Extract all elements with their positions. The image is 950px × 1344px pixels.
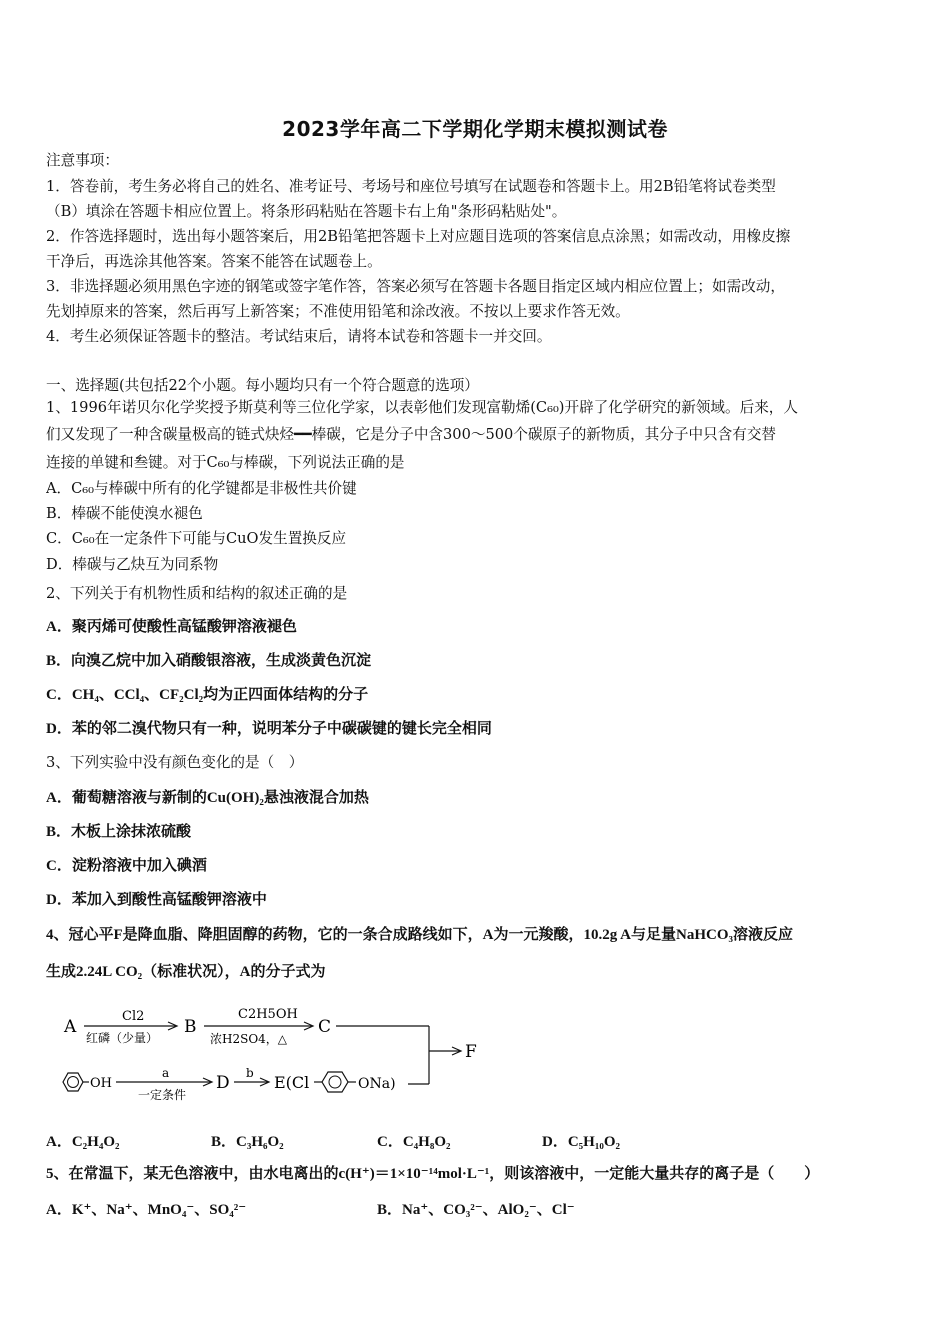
notice-line: 干净后，再选涂其他答案。答案不能答在试题卷上。 bbox=[46, 253, 382, 270]
compound-c: C bbox=[318, 1017, 332, 1037]
q1-option-a: A．C₆₀与棒碳中所有的化学键都是非极性共价键 bbox=[46, 480, 357, 497]
q5-option-b: B．Na⁺、CO₃²⁻、AlO₂⁻、Cl⁻ bbox=[377, 1202, 575, 1218]
benzene-ring-icon bbox=[322, 1072, 348, 1092]
notice-line: 先划掉原来的答案，然后再写上新答案；不准使用铅笔和涂改液。不按以上要求作答无效。 bbox=[46, 303, 630, 320]
q2-option-a: A．聚丙烯可使酸性高锰酸钾溶液褪色 bbox=[46, 619, 297, 635]
q4-stem-line: 生成2.24L CO₂（标准状况），A的分子式为 bbox=[46, 964, 326, 980]
q3-stem: 3、下列实验中没有颜色变化的是（ ） bbox=[46, 754, 304, 771]
notice-heading: 注意事项： bbox=[46, 152, 119, 169]
q1-option-c: C．C₆₀在一定条件下可能与CuO发生置换反应 bbox=[46, 530, 347, 547]
reagent-cl2: Cl2 bbox=[122, 1009, 145, 1024]
reagent-conditions: 一定条件 bbox=[138, 1088, 187, 1102]
reagent-a: a bbox=[162, 1066, 170, 1080]
q1-stem-line: 们又发现了一种含碳量极高的链式炔烃━━棒碳，它是分子中含300～500个碳原子的新物质，其分子中只含有交替 bbox=[46, 426, 777, 443]
q3-option-c: C．淀粉溶液中加入碘酒 bbox=[46, 858, 207, 874]
phenol-oh-group: OH bbox=[90, 1076, 112, 1091]
q1-stem-line: 连接的单键和叁键。对于C₆₀与棒碳，下列说法正确的是 bbox=[46, 454, 405, 471]
benzene-ring-icon bbox=[63, 1073, 83, 1091]
q5-stem: 5、在常温下，某无色溶液中，由水电离出的c(H⁺)＝1×10⁻¹⁴mol·L⁻¹，则该溶液中，一定能大量共存的离子是（ ） bbox=[46, 1166, 820, 1182]
q4-option-a: A．C₂H₄O₂ bbox=[46, 1134, 120, 1150]
q2-option-d: D．苯的邻二溴代物只有一种，说明苯分子中碳碳键的键长完全相同 bbox=[46, 721, 492, 737]
q3-option-d: D．苯加入到酸性高锰酸钾溶液中 bbox=[46, 892, 267, 908]
notice-line: 1．答卷前，考生务必将自己的姓名、准考证号、考场号和座位号填写在试题卷和答题卡上。用2B铅笔将试卷类型 bbox=[46, 178, 776, 195]
reagent-ethanol: C2H5OH bbox=[238, 1007, 298, 1022]
q1-stem-line: 1、1996年诺贝尔化学奖授予斯莫利等三位化学家，以表彰他们发现富勒烯(C₆₀)开辟了化学研究的新领域。后来，人 bbox=[46, 399, 798, 416]
exam-title: 2023学年高二下学期化学期末模拟测试卷 bbox=[282, 117, 668, 141]
q2-option-c: C．CH₄、CCl₄、CF₂Cl₂均为正四面体结构的分子 bbox=[46, 687, 369, 703]
compound-f: F bbox=[465, 1042, 477, 1062]
compound-e-prefix: E(Cl bbox=[274, 1073, 310, 1092]
compound-e-suffix: ONa) bbox=[358, 1076, 396, 1092]
compound-a: A bbox=[64, 1017, 77, 1037]
notice-line: 4．考生必须保证答题卡的整洁。考试结束后，请将本试卷和答题卡一并交回。 bbox=[46, 328, 552, 345]
q3-option-b: B．木板上涂抹浓硫酸 bbox=[46, 824, 192, 840]
reagent-sulfuric-acid: 浓H2SO4，△ bbox=[210, 1032, 288, 1046]
q5-option-a: A．K⁺、Na⁺、MnO₄⁻、SO₄²⁻ bbox=[46, 1202, 247, 1218]
compound-b: B bbox=[184, 1017, 197, 1037]
section-heading: 一、选择题(共包括22个小题。每小题均只有一个符合题意的选项） bbox=[46, 377, 479, 394]
q1-option-b: B．棒碳不能使溴水褪色 bbox=[46, 505, 203, 522]
q4-option-c: C．C₄H₈O₂ bbox=[377, 1134, 451, 1150]
notice-line: （B）填涂在答题卡相应位置上。将条形码粘贴在答题卡右上角"条形码粘贴处"。 bbox=[46, 203, 567, 220]
reagent-red-phosphorus: 红磷（少量） bbox=[86, 1031, 159, 1045]
q4-option-d: D．C₅H₁₀O₂ bbox=[542, 1134, 620, 1150]
q3-option-a: A．葡萄糖溶液与新制的Cu(OH)₂悬浊液混合加热 bbox=[46, 790, 369, 806]
reagent-b: b bbox=[246, 1066, 254, 1080]
q4-option-b: B．C₃H₆O₂ bbox=[211, 1134, 284, 1150]
q2-option-b: B．向溴乙烷中加入硝酸银溶液，生成淡黄色沉淀 bbox=[46, 653, 372, 669]
q2-stem: 2、下列关于有机物性质和结构的叙述正确的是 bbox=[46, 585, 348, 602]
q1-option-d: D．棒碳与乙炔互为同系物 bbox=[46, 556, 219, 573]
q4-stem-line: 4、冠心平F是降血脂、降胆固醇的药物，它的一条合成路线如下，A为一元羧酸，10.2g A与足量NaHCO₃溶液反应 bbox=[46, 927, 794, 943]
compound-d: D bbox=[216, 1073, 230, 1093]
synthesis-scheme bbox=[56, 998, 496, 1110]
notice-line: 2．作答选择题时，选出每小题答案后，用2B铅笔把答题卡上对应题目选项的答案信息点涂黑；如需改动，用橡皮擦 bbox=[46, 228, 791, 245]
notice-line: 3．非选择题必须用黑色字迹的钢笔或签字笔作答，答案必须写在答题卡各题目指定区域内相应位置上；如需改动， bbox=[46, 278, 785, 295]
